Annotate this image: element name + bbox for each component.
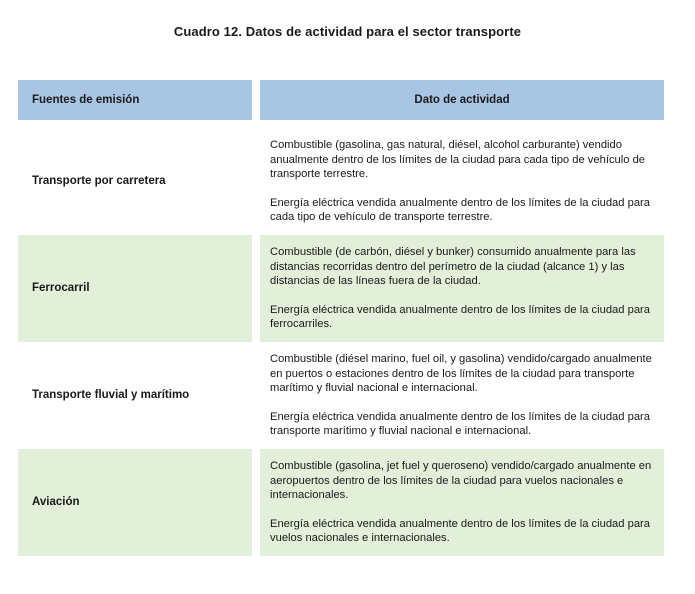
source-waterborne-transport: Transporte fluvial y marítimo xyxy=(18,342,252,449)
activity-aviation xyxy=(260,449,664,556)
activity-text: Energía eléctrica vendida anualmente dentro de los límites de la ciudad para ferrocarriles. xyxy=(270,303,650,331)
activity-text: Combustible (diésel marino, fuel oil, y gasolina) vendido/cargado anualmente en puertos o estaciones dentro de los límites de la ciudad para transporte marítimo y fluvial nacional e internacional. xyxy=(270,352,652,395)
activity-text: Combustible (gasolina, jet fuel y queroseno) vendido/cargado anualmente en aeropuertos dentro de los límites de la ciudad para vuelos nacionales e internacionales. xyxy=(270,459,652,502)
source-aviation: Aviación xyxy=(18,449,252,556)
header-activity-data: Dato de actividad xyxy=(260,80,664,120)
activity-waterborne-transport xyxy=(260,342,664,449)
activity-text: Combustible (de carbón, diésel y bunker) consumido anualmente para las distancias recorridas dentro del perímetro de la ciudad (alcance 1) y las distancias de las líneas fuera de la ciudad. xyxy=(270,245,636,288)
table-row xyxy=(18,235,664,342)
table-header-row xyxy=(18,80,664,120)
activity-text: Energía eléctrica vendida anualmente dentro de los límites de la ciudad para cada tipo de vehículo de transporte terrestre. xyxy=(270,196,650,224)
header-emission-sources: Fuentes de emisión xyxy=(18,80,252,120)
source-road-transport: Transporte por carretera xyxy=(18,128,252,235)
activity-road-transport xyxy=(260,128,664,235)
activity-data-table xyxy=(10,80,672,556)
table-row xyxy=(18,342,664,449)
activity-text: Energía eléctrica vendida anualmente dentro de los límites de la ciudad para transporte marítimo y fluvial nacional e internacional. xyxy=(270,410,650,438)
activity-text: Energía eléctrica vendida anualmente dentro de los límites de la ciudad para vuelos nacionales e internacionales. xyxy=(270,517,650,545)
table-row xyxy=(18,449,664,556)
source-railway: Ferrocarril xyxy=(18,235,252,342)
table-title: Cuadro 12. Datos de actividad para el sector transporte xyxy=(173,24,522,39)
activity-text: Combustible (gasolina, gas natural, diésel, alcohol carburante) vendido anualmente dentro de los límites de la ciudad para cada tipo de vehículo de transporte terrestre. xyxy=(270,139,646,181)
activity-railway xyxy=(260,235,664,342)
table-row xyxy=(18,128,664,235)
